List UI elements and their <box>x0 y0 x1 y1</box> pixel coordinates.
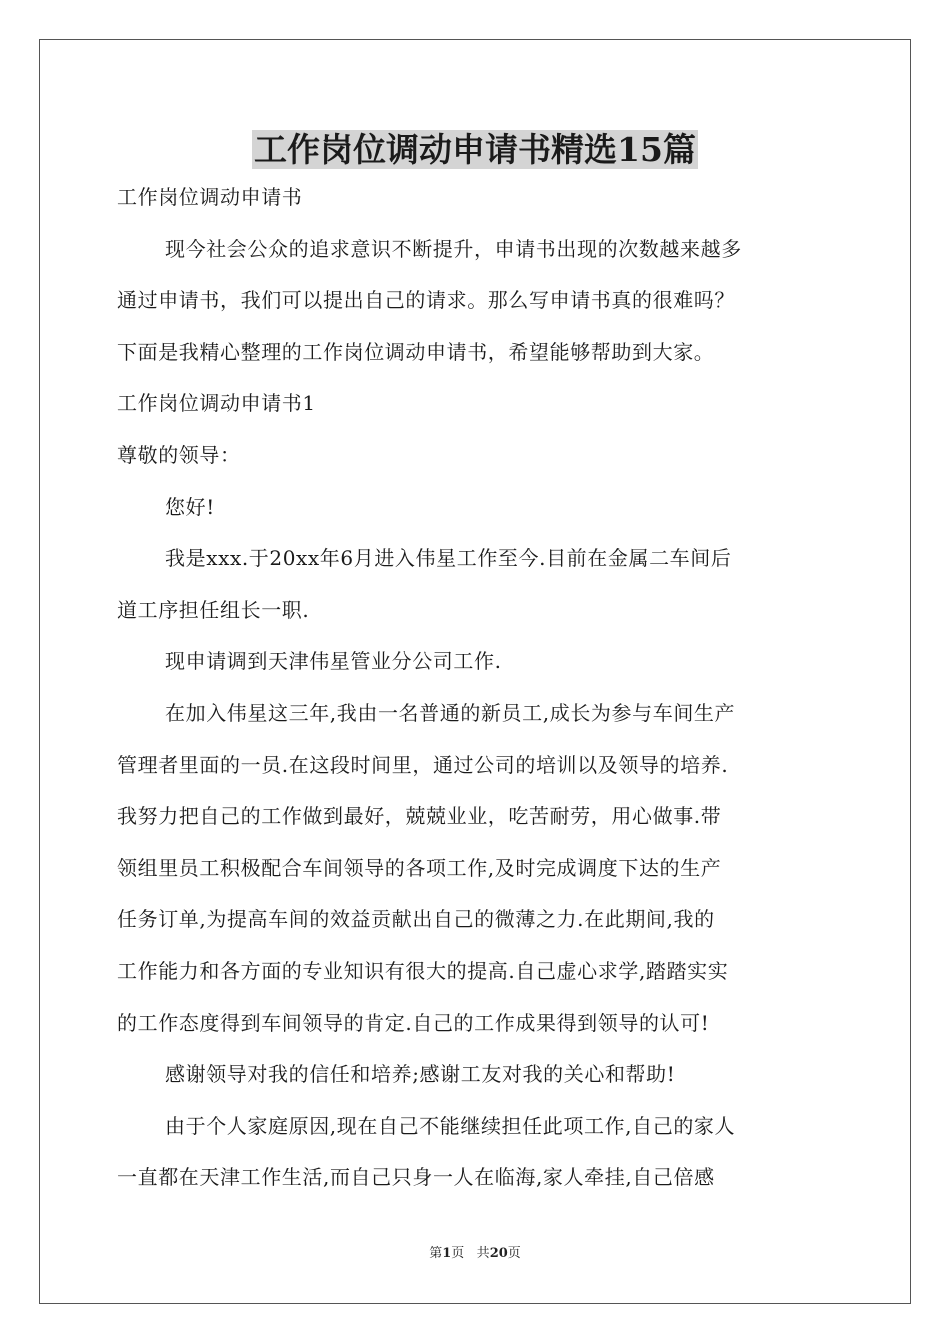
document-title: 工作岗位调动申请书精选15篇 <box>254 130 696 169</box>
page-suffix: 页 <box>451 1246 465 1261</box>
page-prefix: 第 <box>429 1246 443 1261</box>
text-line: 工作岗位调动申请书 <box>117 185 303 209</box>
text-line: 管理者里面的一员.在这段时间里，通过公司的培训以及领导的培养. <box>117 752 729 777</box>
total-suffix: 页 <box>507 1246 521 1261</box>
text-line: 现今社会公众的追求意识不断提升，申请书出现的次数越来越多 <box>165 236 742 261</box>
text-line: 由于个人家庭原因,现在自己不能继续担任此项工作,自己的家人 <box>165 1113 736 1138</box>
total-pages: 20 <box>489 1246 508 1261</box>
text-line: 现申请调到天津伟星管业分公司工作. <box>165 649 502 674</box>
document-body <box>117 172 837 1204</box>
text-line: 下面是我精心整理的工作岗位调动申请书，希望能够帮助到大家。 <box>117 339 715 364</box>
text-line: 的工作态度得到车间领导的肯定.自己的工作成果得到领导的认可! <box>117 1010 710 1035</box>
text-line: 领组里员工积极配合车间领导的各项工作,及时完成调度下达的生产 <box>117 855 722 880</box>
text-line: 我是xxx.于20xx年6月进入伟星工作至今.目前在金属二车间后 <box>165 546 732 571</box>
text-line: 工作岗位调动申请书1 <box>117 391 316 416</box>
page-footer <box>0 1244 950 1264</box>
text-line: 工作能力和各方面的专业知识有很大的提高.自己虚心求学,踏踏实实 <box>117 958 729 983</box>
text-line: 通过申请书，我们可以提出自己的请求。那么写申请书真的很难吗？ <box>117 288 735 313</box>
text-line: 您好! <box>165 494 215 519</box>
text-line: 任务订单,为提高车间的效益贡献出自己的微薄之力.在此期间,我的 <box>117 907 715 932</box>
total-prefix: 共 <box>476 1246 490 1261</box>
text-line: 我努力把自己的工作做到最好，兢兢业业，吃苦耐劳，用心做事.带 <box>117 804 722 829</box>
text-line: 在加入伟星这三年,我由一名普通的新员工,成长为参与车间生产 <box>165 700 736 725</box>
text-line: 感谢领导对我的信任和培养;感谢工友对我的关心和帮助! <box>165 1062 676 1087</box>
page-number: 1 <box>442 1246 452 1261</box>
text-line: 尊敬的领导： <box>117 442 241 467</box>
text-line: 道工序担任组长一职. <box>117 597 310 622</box>
document-title-container <box>0 124 950 176</box>
text-line: 一直都在天津工作生活,而自己只身一人在临海,家人牵挂,自己倍感 <box>117 1165 715 1190</box>
